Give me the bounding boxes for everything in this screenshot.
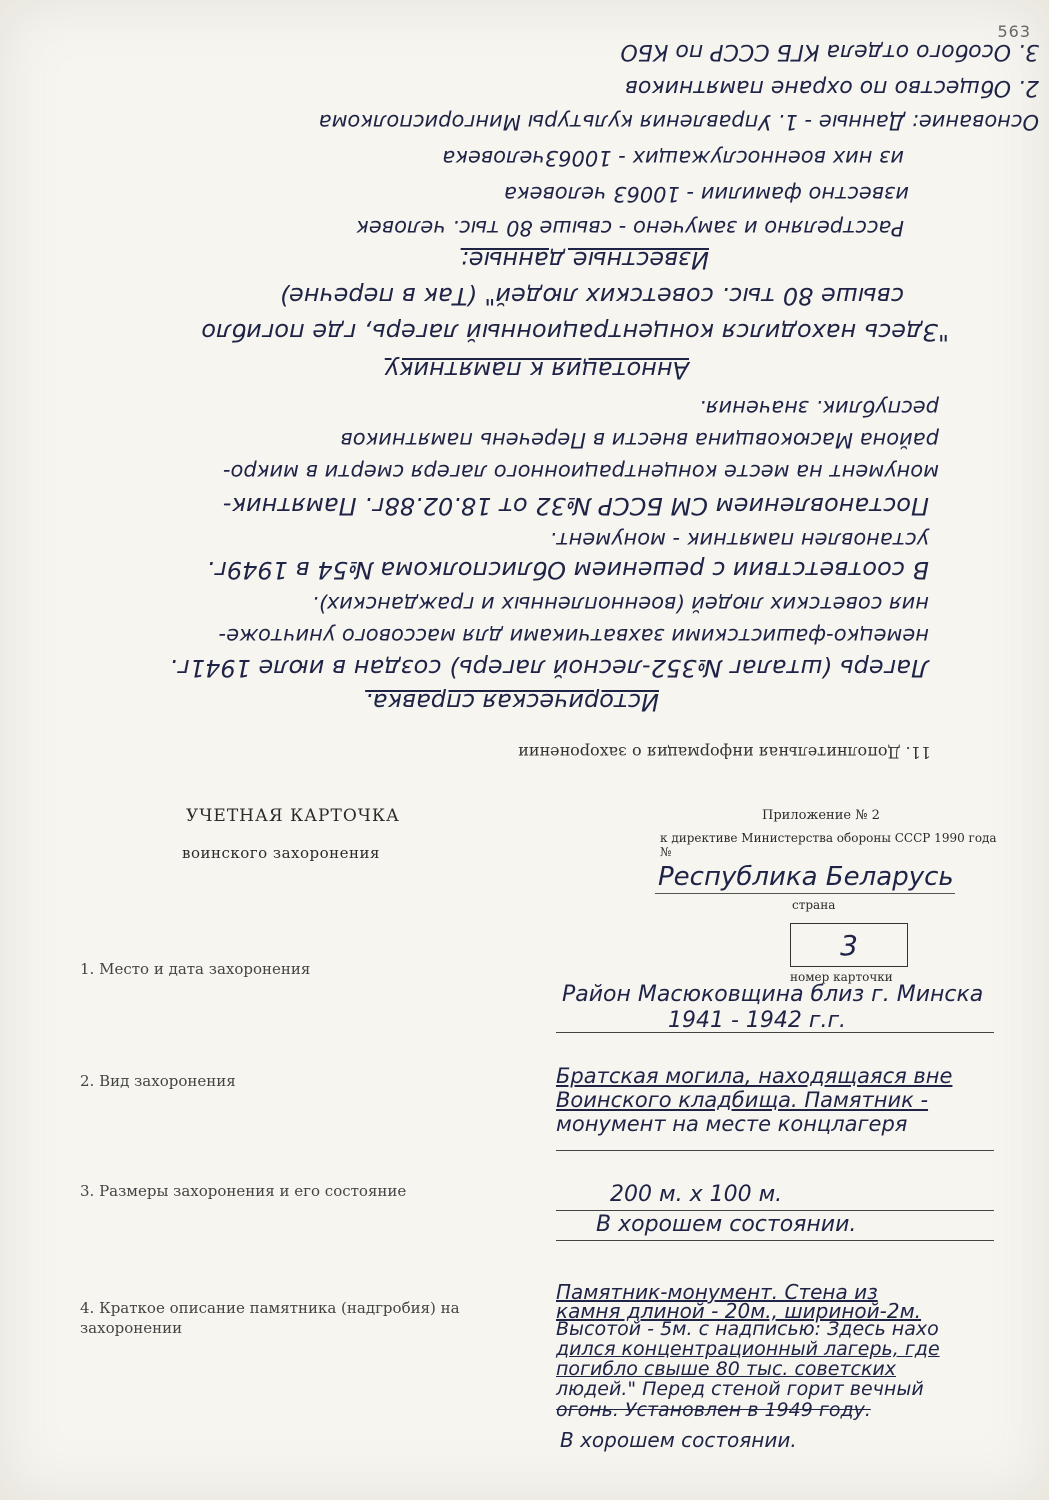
q4-answer-line: В хорошем состоянии. <box>560 1428 797 1452</box>
q4-label: 4. Краткое описание памятника (надгробия) на захоронении <box>80 1299 460 1337</box>
note-line: свыше 80 тыс. советских людей" (Так в перечне) <box>279 282 904 310</box>
q3-rule <box>556 1240 994 1241</box>
note-line: немецко-фашистскими захватчиками для массового уничтоже- <box>218 624 929 648</box>
note-line: 2. Общество по охране памятников <box>624 75 1039 100</box>
q1-label: 1. Место и дата захоронения <box>80 960 311 978</box>
note-line: Лагерь (шталаг №352-лесной лагерь) создан в июле 1941г. <box>169 654 929 682</box>
note-line: из них военнослужащих - 10063человека <box>442 146 904 170</box>
q1-rule <box>556 1032 994 1033</box>
q4-answer-line: Памятник-монумент. Стена из <box>556 1280 878 1304</box>
q3-label: 3. Размеры захоронения и его состояние <box>80 1182 407 1200</box>
appendix-label: Приложение № 2 <box>762 808 880 823</box>
note-line: Расстреляно и замучено - свыше 80 тыс. человек <box>356 216 904 240</box>
note-line: установлен памятник - монумент. <box>549 528 929 552</box>
card-number-value: 3 <box>840 928 858 962</box>
page-number: 563 <box>997 22 1031 41</box>
country-label: страна <box>792 898 836 912</box>
q4-answer-line: огонь. Установлен в 1949 году. <box>556 1399 871 1421</box>
note-line: ния советских людей (военнопленных и гражданских). <box>311 592 929 616</box>
q3-rule <box>556 1210 994 1211</box>
country-underline <box>655 893 955 894</box>
note-line: Аннотация к памятнику <box>384 356 689 384</box>
q4-answer-line: дился концентрационный лагерь, где <box>556 1338 940 1360</box>
note-line: "Здесь находился концентрационный лагерь, где погибло <box>201 318 949 346</box>
q2-rule <box>556 1150 994 1151</box>
q3-answer-line: В хорошем состоянии. <box>596 1212 857 1237</box>
q4-answer-line: людей." Перед стеной горит вечный <box>556 1378 924 1400</box>
card-number-box <box>790 923 908 967</box>
q1-answer-line: Район Масюковщина близ г. Минска <box>562 982 984 1007</box>
card-number-label: номер карточки <box>790 970 893 984</box>
q4-answer-line: погибло свыше 80 тыс. советских <box>556 1358 897 1380</box>
country-value: Республика Беларусь <box>658 862 954 892</box>
q2-answer-line: Воинского кладбища. Памятник - <box>556 1088 929 1112</box>
section-11-header: 11. Дополнительная информация о захоронении <box>517 743 931 762</box>
note-line: республик. значения. <box>699 396 939 420</box>
q2-answer-line: монумент на месте концлагеря <box>556 1112 908 1136</box>
form-subtitle: воинского захоронения <box>182 844 381 862</box>
note-line: Известные данные: <box>460 246 709 274</box>
q2-answer-line: Братская могила, находящаяся вне <box>556 1064 953 1088</box>
note-line: района Масюковщина внести в Перечень памятников <box>340 428 939 452</box>
q3-answer-line: 200 м. x 100 м. <box>610 1182 783 1207</box>
note-line: известно фамилии - 10063 человека <box>503 182 909 206</box>
q4-answer-line: камня длиной - 20м., шириной-2м. <box>556 1299 922 1323</box>
q1-answer-line: 1941 - 1942 г.г. <box>668 1008 846 1033</box>
q2-label: 2. Вид захоронения <box>80 1072 236 1090</box>
form-title: УЧЕТНАЯ КАРТОЧКА <box>186 806 400 826</box>
q4-answer-line: Высотой - 5м. с надписью: Здесь нахо <box>556 1318 939 1340</box>
note-line: Постановлением СМ БССР №32 от 18.02.88г. Памятник- <box>222 492 929 520</box>
note-heading: Историческая справка. <box>365 688 659 716</box>
note-line: монумент на месте концентрационного лагеря смерти в микро- <box>222 460 939 484</box>
directive-label: к директиве Министерства обороны СССР 1990 года № <box>660 831 997 859</box>
note-line: В соответствии с решением Облисполкома №54 в 1949г. <box>206 556 929 584</box>
note-line: Основание: Данные - 1. Управления культуры Мингорисполкома <box>318 110 1039 134</box>
note-line: 3. Особого отдела КГБ СССР по КБО <box>620 39 1039 64</box>
